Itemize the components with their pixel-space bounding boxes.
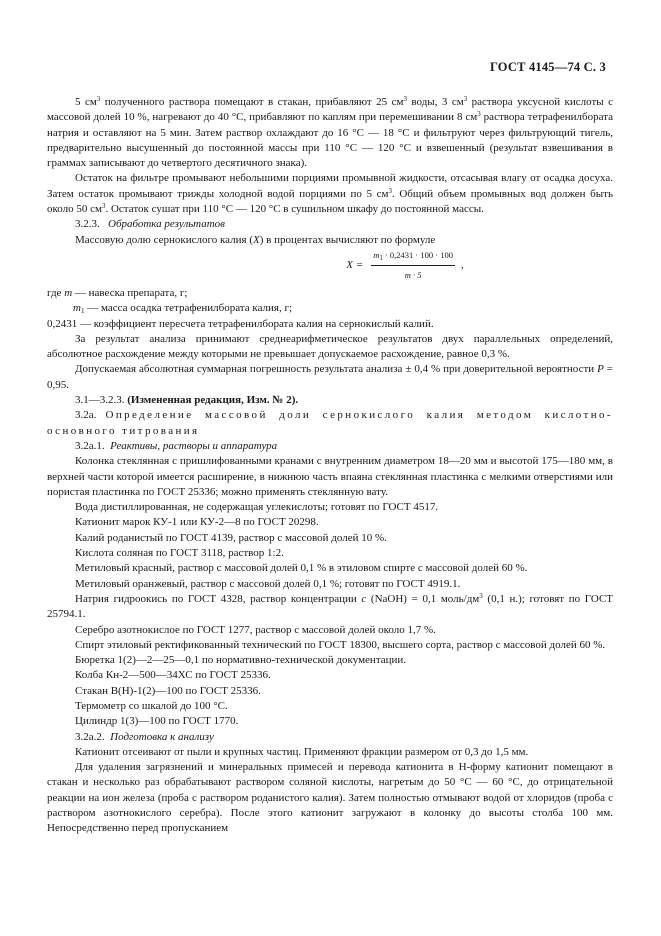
equipment-item: Колба Кн-2—500—34ХС по ГОСТ 25336.	[75, 669, 271, 682]
section-heading-3-2a-1: 3.2а.1. Реактивы, растворы и аппаратура	[75, 439, 278, 452]
paragraph-naoh: Натрия гидроокись по ГОСТ 4328, раствор концентрации с (NaOH) = 0,1 моль/$дм^3$ (0,1 н.); готовят по ГОСТ 25794.1.	[47, 591, 613, 621]
section-heading-3-2a: 3.2а. Определение массовой доли сернокислого калия методом кислотно-основного титрования	[47, 409, 613, 437]
paragraph-ethanol: Спирт этиловый ректификованный технический по ГОСТ 18300, высшего сорта, раствор с массовой долей 60 %.	[75, 638, 606, 651]
section-heading-3-2a-2: 3.2а.2. Подготовка к анализу	[75, 730, 214, 743]
reagent-item: Вода дистиллированная, не содержащая углекислоты; готовят по ГОСТ 4517.	[75, 501, 439, 514]
paragraph-methyl-orange: Метиловый оранжевый, раствор с массовой долей 0,1 %; готовят по ГОСТ 4919.1.	[75, 577, 461, 590]
formula-lhs: X =	[346, 259, 364, 272]
paragraph-silver-nitrate: Серебро азотнокислое по ГОСТ 1277, раствор с массовой долей около 1,7 %.	[75, 623, 436, 636]
equipment-item: Бюретка 1(2)—2—25—0,1 по нормативно-технической документации.	[75, 654, 407, 667]
paragraph-methyl-red: Метиловый красный, раствор с массовой долей 0,1 % в этиловом спирте с массовой долей 60 %.	[75, 562, 528, 575]
paragraph-filter-wash: Остаток на фильтре промывают небольшими порциями промывной жидкости, отсасывая влагу от осадка досуха. Затем остаток промывают трижды холодной водой порциями по 5 $см^3$. Общий объем промывных вод должен быть около 50 $см^3$. Остаток сушат при 110 °С — 120 °С в сушильном шкафу до постоянной массы.	[47, 172, 613, 216]
paragraph-mass-fraction: Массовую долю сернокислого калия (X) в процентах вычисляют по формуле	[75, 233, 436, 246]
formula-fraction	[371, 248, 455, 284]
formula-denominator: m · 5	[404, 270, 422, 281]
reagent-item: Калий роданистый по ГОСТ 4139, раствор с массовой долей 10 %.	[75, 531, 387, 544]
formula-numerator: $m_1 \cdot 0,2431 \cdot 100 \cdot 100$	[371, 248, 455, 266]
paragraph-cationite-sieve: Катионит отсеивают от пыли и крупных частиц. Применяют фракции размером от 0,3 до 1,5 мм.	[75, 745, 529, 758]
where-line-coefficient: 0,2431 — коэффициент пересчета тетрафенилбората калия на сернокислый калий.	[47, 317, 434, 330]
amendment-note: 3.1—3.2.3. (Измененная редакция, Изм. № 2).	[75, 394, 299, 407]
where-line-m: где m — навеска препарата, г;	[47, 286, 188, 299]
page-header: ГОСТ 4145—74 С. 3	[489, 60, 606, 74]
paragraph-error: Допускаемая абсолютная суммарная погрешность результата анализа ± 0,4 % при доверительной вероятности Р = 0,95.	[47, 363, 613, 391]
section-heading-3-2-3: 3.2.3. Обработка результатов	[75, 218, 225, 231]
reagent-item: Катионит марок КУ-1 или КУ-2—8 по ГОСТ 20298.	[75, 516, 319, 529]
where-line-m1: $m_1$ — масса осадка тетрафенилбората калия, г;	[73, 302, 293, 316]
paragraph-cationite-prep: Для удаления загрязнений и минеральных примесей и перевода катионита в Н-форму катионит помещают в стакан и несколько раз обрабатывают раствором соляной кислоты, нагретым до 50 °С — 60 °С, до отрицательной реакции на ион железа (проба с раствором роданистого калия). Затем полностью отмывают водой от хлоридов (проба с раствором азотнокислого серебра). После этого катионит загружают в колонку до высоты столба 100 мм. Непосредственно перед пропусканием	[47, 761, 613, 835]
equipment-item: Стакан В(Н)-1(2)—100 по ГОСТ 25336.	[75, 684, 261, 697]
equipment-item: Цилиндр 1(3)—100 по ГОСТ 1770.	[75, 715, 239, 728]
equipment-item: Термометр со шкалой до 100 °С.	[75, 699, 228, 712]
reagent-item: Кислота соляная по ГОСТ 3118, раствор 1:2.	[75, 547, 284, 560]
paragraph-column: Колонка стеклянная с пришлифованными кранами с внутренним диаметром 18—20 мм и высотой 175—180 мм, в верхней части которой имеется расширение, в нижнюю часть впаяна стеклянная пластинка с мелкими отверстиями или пористая пластинка по ГОСТ 25336; можно применять стеклянную вату.	[47, 455, 613, 498]
paragraph-sample-prep: 5 $см^3$ полученного раствора помещают в стакан, прибавляют 25 $см^3$ воды, 3 $см^3$ раствора уксусной кислоты с массовой долей 10 %, нагревают до 40 °С, прибавляют по каплям при перемешивании 8 $см^3$ раствора тетрафенилбората натрия и оставляют на 5 мин. Затем раствор охлаждают до 16 °С — 18 °С и фильтруют через фильтрующий тигель, предварительно высушенный до постоянной массы при 110 °С — 120 °С и взвешенный (результат взвешивания в граммах записывают до четвертого десятичного знака).	[47, 95, 614, 170]
document-body	[47, 95, 613, 837]
paragraph-result: За результат анализа принимают среднеарифметическое результатов двух параллельных определений, абсолютное расхождение между которыми не превышает допускаемое расхождение, равное 0,3 %.	[47, 332, 613, 361]
formula: X = $\frac{m_1 \cdot 0,2431 \cdot 100 \cdot 100}{m \cdot 5}$ ,	[197, 249, 613, 283]
